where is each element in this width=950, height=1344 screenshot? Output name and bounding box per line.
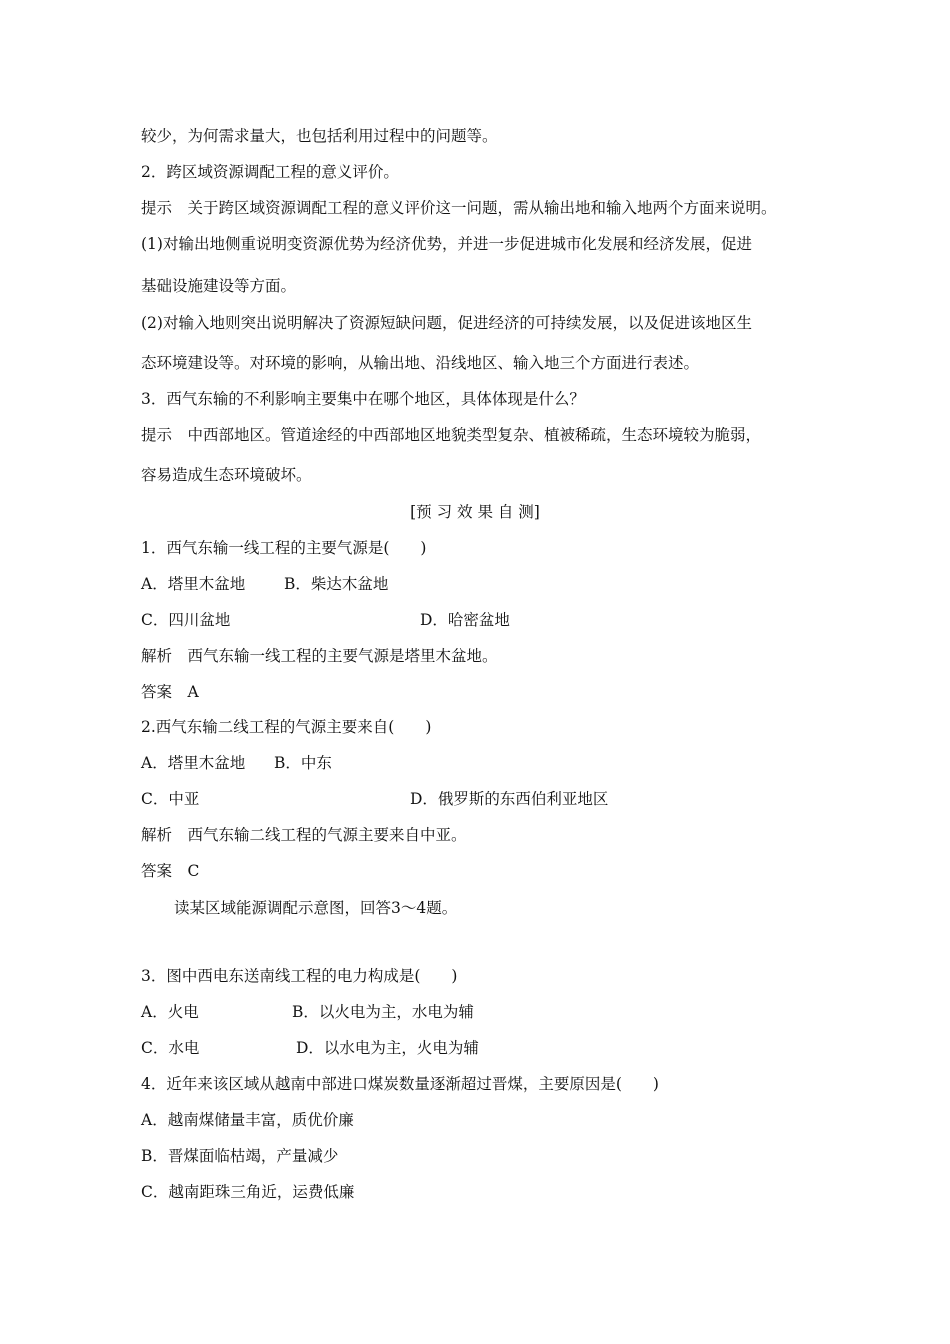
option-a: A．越南煤储量丰富，质优价廉	[141, 1111, 354, 1129]
analysis-line: 解析 西气东输二线工程的气源主要来自中亚。	[141, 826, 467, 844]
option-c: C．水电	[141, 1039, 200, 1057]
option-b: B．晋煤面临枯竭，产量减少	[141, 1147, 339, 1165]
option-a: A．塔里木盆地	[141, 754, 246, 772]
answer-line: 答案 A	[141, 683, 199, 701]
option-c: C．四川盆地	[141, 611, 231, 629]
option-d: D．以水电为主，火电为辅	[296, 1039, 479, 1057]
text-line: 容易造成生态环境破坏。	[141, 466, 312, 484]
option-c: C．越南距珠三角近，运费低廉	[141, 1183, 355, 1201]
question-stem: 3．图中西电东送南线工程的电力构成是( )	[141, 967, 458, 985]
option-c: C．中亚	[141, 790, 200, 808]
option-a: A．塔里木盆地	[141, 575, 246, 593]
question-stem: 1．西气东输一线工程的主要气源是( )	[141, 539, 427, 557]
section-title: [预 习 效 果 自 测]	[410, 503, 540, 521]
text-line: (2)对输入地则突出说明解决了资源短缺问题，促进经济的可持续发展，以及促进该地区生	[141, 314, 752, 332]
answer-line: 答案 C	[141, 862, 200, 880]
analysis-line: 解析 西气东输一线工程的主要气源是塔里木盆地。	[141, 647, 498, 665]
option-d: D．俄罗斯的东西伯利亚地区	[410, 790, 609, 808]
option-b: B．柴达木盆地	[284, 575, 389, 593]
text-line: (1)对输出地侧重说明变资源优势为经济优势，并进一步促进城市化发展和经济发展，促进	[141, 235, 752, 253]
option-d: D．哈密盆地	[420, 611, 510, 629]
text-line: 态环境建设等。对环境的影响，从输出地、沿线地区、输入地三个方面进行表述。	[141, 354, 700, 372]
option-b: B．中东	[274, 754, 332, 772]
option-b: B．以火电为主，水电为辅	[292, 1003, 474, 1021]
text-line: 提示 关于跨区域资源调配工程的意义评价这一问题，需从输出地和输入地两个方面来说明。	[141, 199, 777, 217]
read-prompt: 读某区域能源调配示意图，回答3～4题。	[174, 899, 458, 917]
text-line: 较少，为何需求量大，也包括利用过程中的问题等。	[141, 127, 498, 145]
text-line: 基础设施建设等方面。	[141, 277, 297, 295]
option-a: A．火电	[141, 1003, 199, 1021]
question-stem: 2.西气东输二线工程的气源主要来自( )	[141, 718, 432, 736]
text-line: 2．跨区域资源调配工程的意义评价。	[141, 163, 399, 181]
question-stem: 4．近年来该区域从越南中部进口煤炭数量逐渐超过晋煤，主要原因是( )	[141, 1075, 659, 1093]
text-line: 提示 中西部地区。管道途经的中西部地区地貌类型复杂、植被稀疏，生态环境较为脆弱，	[141, 426, 762, 444]
text-line: 3．西气东输的不利影响主要集中在哪个地区，具体体现是什么？	[141, 390, 585, 408]
